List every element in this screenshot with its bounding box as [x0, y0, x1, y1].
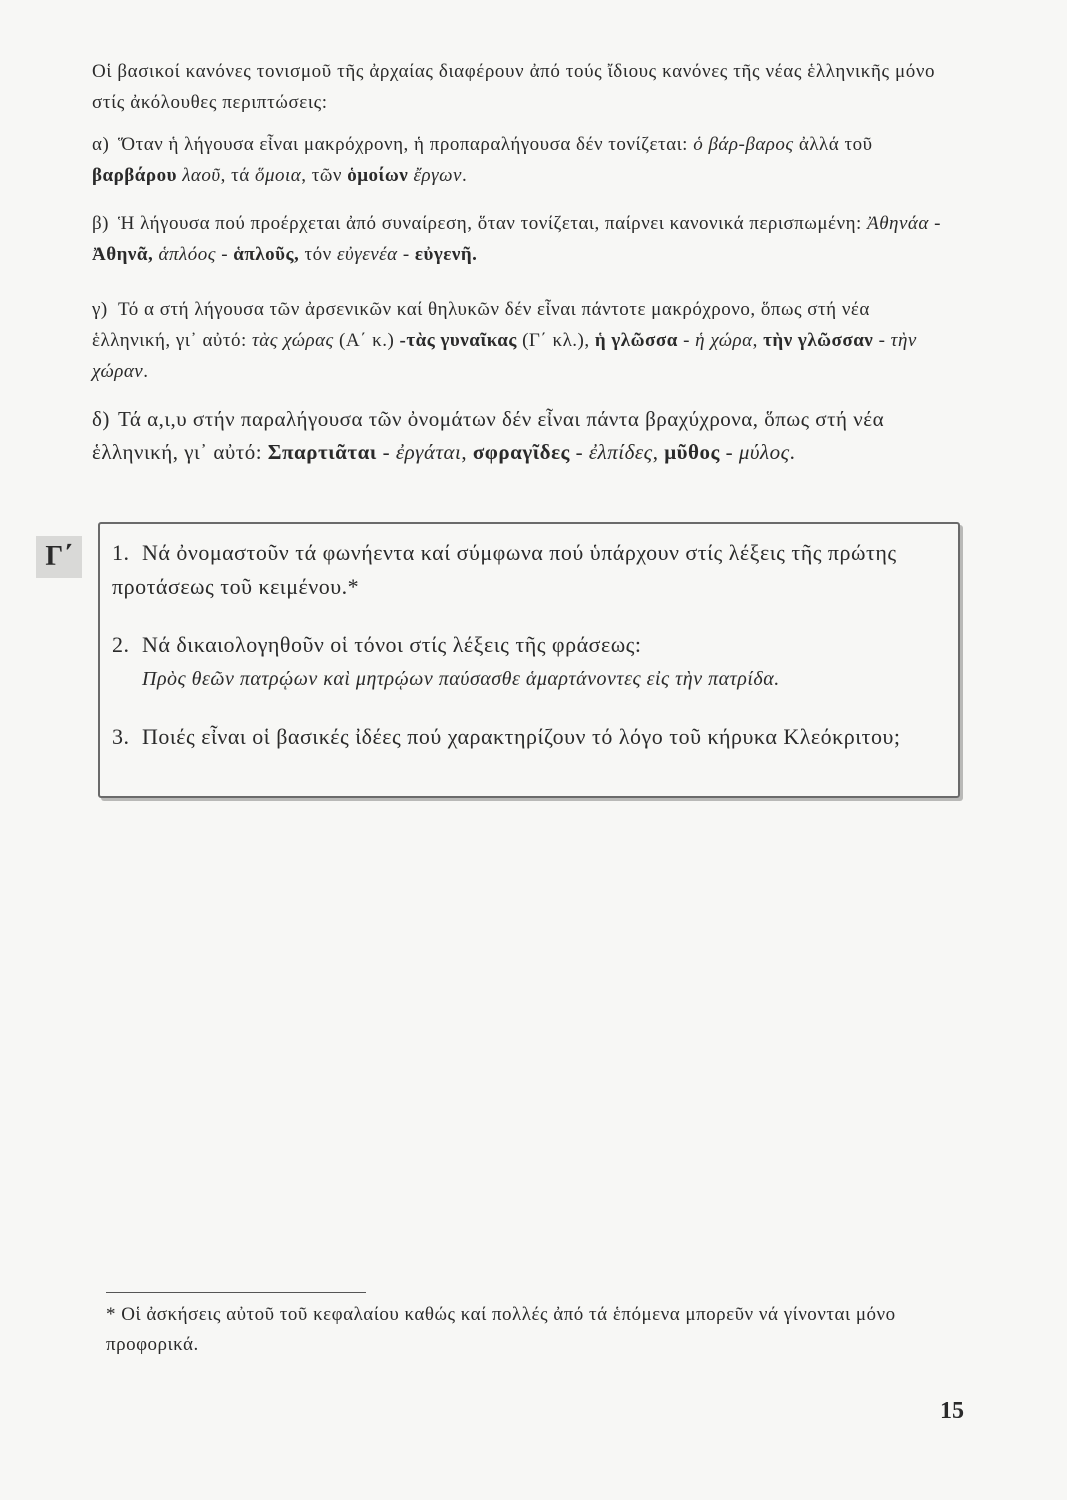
section-letter: Γ΄ — [36, 536, 82, 578]
rule-example: εὐγενέα — [337, 244, 398, 265]
rule-example: τὴν χώραν — [92, 330, 917, 382]
exercise-number: 2. — [112, 632, 130, 657]
rule-example-bold: ἡ γλῶσσα — [594, 330, 678, 351]
rule-text: - — [215, 244, 234, 265]
rule-text: - — [928, 213, 941, 234]
rule-text: - — [569, 440, 589, 464]
rule-example: τὰς χώρας — [252, 330, 334, 351]
exercise-2 — [112, 628, 942, 696]
rule-example-bold: Σπαρτιᾶται — [267, 440, 377, 464]
rule-example-bold: -τὰς γυναῖκας — [399, 330, 517, 351]
rule-text: τόν — [299, 244, 338, 265]
rule-text: . — [789, 440, 796, 464]
rule-text: Τό α στή λήγουσα τῶν ἀρσενικῶν καί θηλυκῶν δέν εἶναι πάντοτε μακρόχρονο, ὅπως στή νέα ἑλληνική, γι᾿ αὐτό: — [92, 299, 870, 351]
exercise-text: Ποιές εἶναι οἱ βασικές ἰδέες πού χαρακτηρίζουν τό λόγο τοῦ κήρυκα Κλεόκριτου; — [142, 724, 901, 749]
rule-marker: γ) — [92, 299, 108, 320]
rule-example-bold: εὐγενῆ. — [414, 244, 478, 265]
rule-text: (Γ΄ κλ.), — [516, 330, 595, 351]
rule-text: , — [752, 330, 764, 351]
rule-d — [92, 403, 952, 469]
rule-c — [92, 294, 952, 387]
rule-text: ἀλλά τοῦ — [793, 134, 873, 155]
rule-example-bold: μῦθος — [664, 440, 720, 464]
exercise-text: Νά δικαιολογηθοῦν οἱ τόνοι στίς λέξεις τῆς φράσεως: — [142, 632, 642, 657]
rule-text: , τά — [220, 165, 255, 186]
rule-example: μύλος — [738, 440, 790, 464]
footnote-divider — [106, 1292, 366, 1293]
page-number: 15 — [940, 1398, 964, 1424]
rule-text: , τῶν — [301, 165, 348, 186]
exercise-3 — [112, 720, 942, 754]
rule-example-bold: βαρβάρου — [92, 165, 177, 186]
rule-text: - — [376, 440, 396, 464]
rule-example: ἐργάται — [395, 440, 462, 464]
rule-text: . — [143, 361, 149, 382]
rule-text: Ἡ λήγουσα πού προέρχεται ἀπό συναίρεση, ὅταν τονίζεται, παίρνει κανονικά περισπωμένη: — [118, 213, 868, 234]
rule-example-bold: ὁμοίων — [347, 165, 409, 186]
rule-text: - — [677, 330, 696, 351]
rule-example-bold: σφραγῖδες — [472, 440, 570, 464]
rule-text: Τά α,ι,υ στήν παραλήγουσα τῶν ὀνομάτων δέν εἶναι πάντα βραχύχρονα, ὅπως στή νέα ἑλληνική, γι᾿ αὐτό: — [92, 407, 885, 464]
rule-example: ἡ χώρα — [695, 330, 753, 351]
rule-example-bold: Ἀθηνᾶ, — [92, 244, 154, 265]
rule-example: Ἀθηνάα — [867, 213, 929, 234]
rule-example: ὁ βάρ-βαρος — [693, 134, 794, 155]
rule-text: (Α΄ κ.) — [333, 330, 400, 351]
rule-example: ὅμοια — [254, 165, 302, 186]
rule-example: ἐλπίδες — [588, 440, 653, 464]
rule-marker: β) — [92, 213, 109, 234]
rule-example: ἔργων — [413, 165, 462, 186]
rule-marker: δ) — [92, 407, 110, 431]
exercise-number: 3. — [112, 724, 130, 749]
exercise-number: 1. — [112, 540, 130, 565]
rule-text: - — [719, 440, 739, 464]
rule-text: - — [873, 330, 891, 351]
exercise-1 — [112, 536, 942, 604]
rule-text: - — [397, 244, 415, 265]
rule-a — [92, 129, 952, 191]
rule-example-bold: τὴν γλῶσσαν — [763, 330, 874, 351]
rule-example: ἁπλόος — [158, 244, 216, 265]
rule-text: Ὅταν ἡ λήγουσα εἶναι μακρόχρονη, ἡ προπαραλήγουσα δέν τονίζεται: — [118, 134, 694, 155]
footnote: * Οἱ ἀσκήσεις αὐτοῦ τοῦ κεφαλαίου καθώς καί πολλές ἀπό τά ἑπόμενα μπορεῦν νά γίνονται μόνο προφορικά. — [106, 1304, 896, 1355]
rule-text: . — [462, 165, 468, 186]
rule-example: λαοῦ — [182, 165, 221, 186]
rule-text: , — [461, 440, 473, 464]
exercise-quote: Πρὸς θεῶν πατρῴων καὶ μητρῴων παύσασθε ἁμαρτάνοντες εἰς τὴν πατρίδα. — [142, 668, 780, 690]
intro-paragraph: Οἱ βασικοί κανόνες τονισμοῦ τῆς ἀρχαίας διαφέρουν ἀπό τούς ἴδιους κανόνες τῆς νέας ἑλληνικῆς μόνο στίς ἀκόλουθες περιπτώσεις: — [92, 61, 936, 113]
rule-b — [92, 208, 952, 270]
rule-example-bold: ἁπλοῦς, — [233, 244, 300, 265]
exercise-text: Νά ὀνομαστοῦν τά φωνήεντα καί σύμφωνα πού ὑπάρχουν στίς λέξεις τῆς πρώτης προτάσεως τοῦ κειμένου.* — [112, 540, 897, 599]
rule-text: , — [652, 440, 665, 464]
rule-marker: α) — [92, 134, 110, 155]
